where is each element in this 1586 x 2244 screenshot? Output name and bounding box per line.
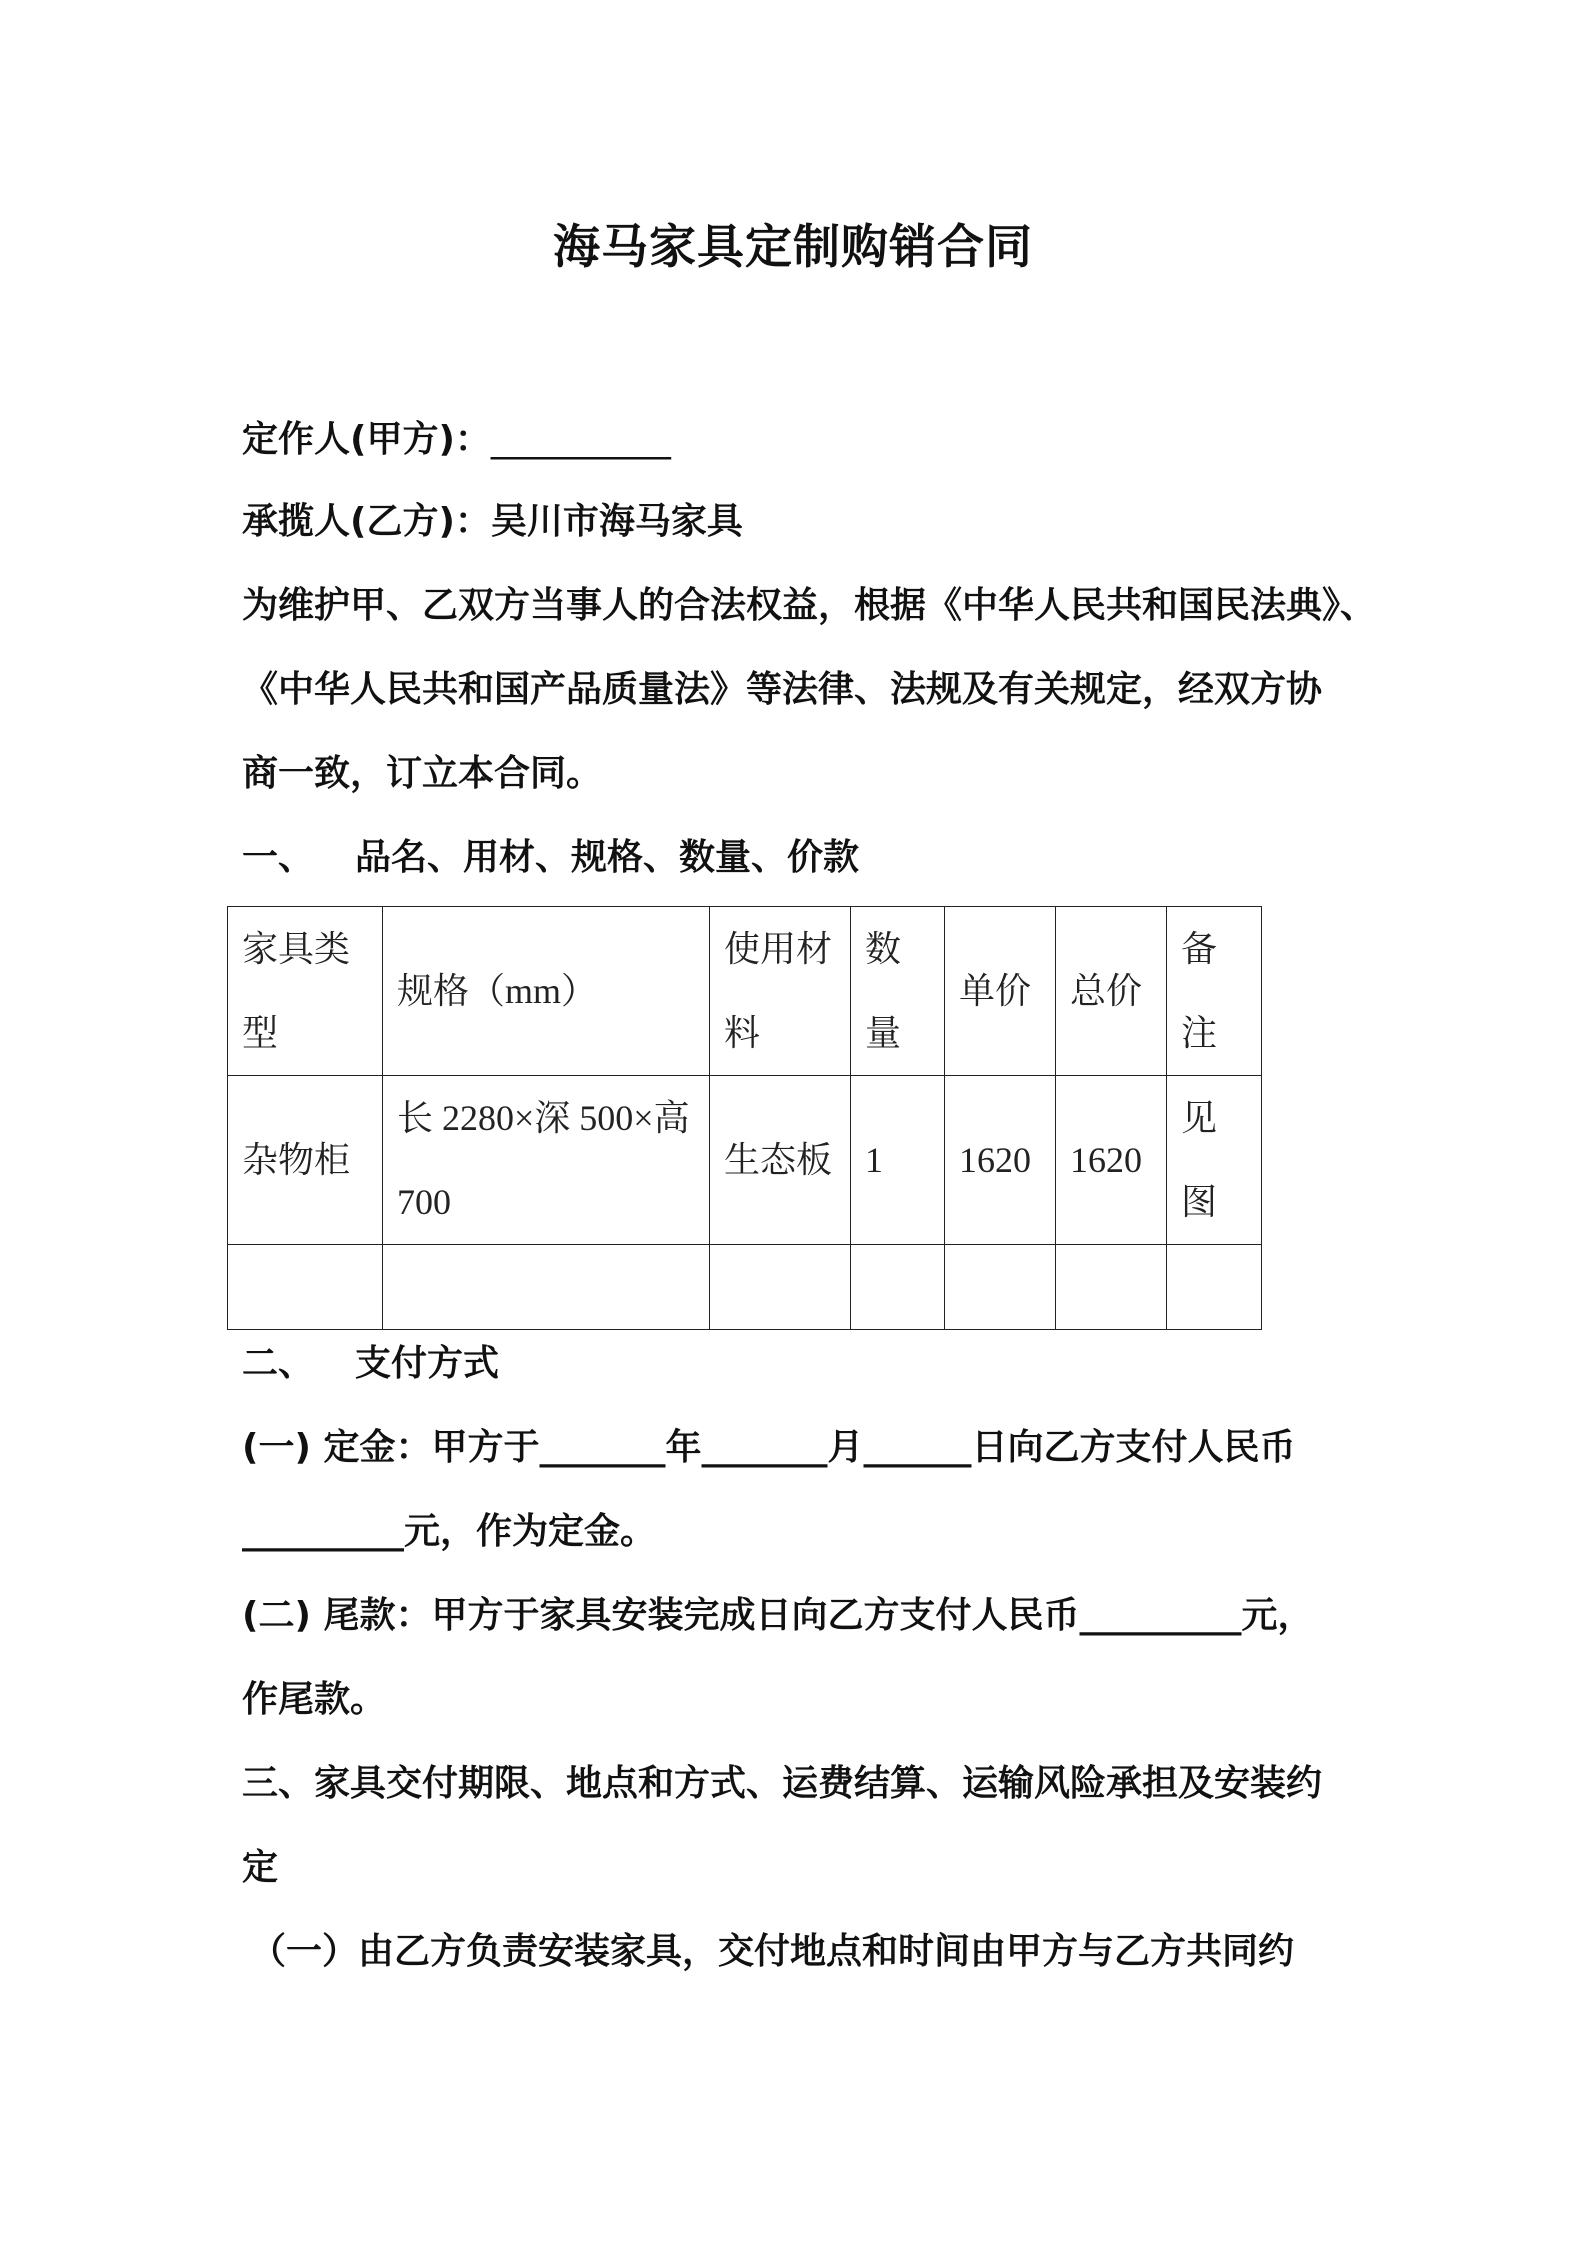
intro-line-2: 《中华人民共和国产品质量法》等法律、法规及有关规定，经双方协 — [242, 669, 1323, 710]
table-header-cell: 家具类型 — [228, 907, 383, 1076]
table-header-cell: 数量 — [851, 907, 945, 1076]
table-row — [228, 1076, 1262, 1245]
party-a-line — [242, 416, 671, 464]
table-cell — [383, 1245, 710, 1330]
section-1-heading — [242, 834, 859, 882]
section-2-heading — [242, 1340, 499, 1388]
table-cell: 长 2280×深 500×高 700 — [383, 1076, 710, 1245]
section-2-title: 支付方式 — [355, 1343, 500, 1384]
table-header-cell: 备注 — [1167, 907, 1262, 1076]
payment-line-3: (二) 尾款：甲方于家具安装完成日向乙方支付人民币_________元， — [242, 1595, 1314, 1636]
table-cell — [1167, 1245, 1262, 1330]
document-title: 海马家具定制购销合同 — [553, 220, 1033, 275]
table-cell: 1 — [851, 1076, 945, 1245]
table-cell — [710, 1245, 851, 1330]
party-a-value: __________ — [490, 419, 671, 460]
table-header-cell: 规格（mm） — [383, 907, 710, 1076]
party-b-line — [242, 498, 743, 546]
table-header-row — [228, 907, 1262, 1076]
table-cell: 生态板 — [710, 1076, 851, 1245]
payment-line-1: (一) 定金：甲方于_______年_______月______日向乙方支付人民币 — [242, 1427, 1296, 1468]
intro-line-3: 商一致，订立本合同。 — [242, 753, 603, 794]
section-1-title: 品名、用材、规格、数量、价款 — [355, 837, 860, 878]
table-header-cell: 使用材料 — [710, 907, 851, 1076]
section-3-heading-line-1: 三、家具交付期限、地点和方式、运费结算、运输风险承担及安装约 — [242, 1763, 1323, 1804]
section-3-item-1: （一）由乙方负责安装家具，交付地点和时间由甲方与乙方共同约 — [250, 1931, 1295, 1972]
table-cell: 1620 — [945, 1076, 1056, 1245]
table-cell — [228, 1245, 383, 1330]
table-cell: 杂物柜 — [228, 1076, 383, 1245]
section-2-number: 二、 — [242, 1343, 315, 1384]
party-b-label: 承揽人(乙方)： — [242, 501, 491, 542]
party-b-value: 吴川市海马家具 — [490, 501, 743, 542]
table-cell: 见图 — [1167, 1076, 1262, 1245]
table-cell — [945, 1245, 1056, 1330]
goods-table — [227, 906, 1262, 1330]
table-header-cell: 单价 — [945, 907, 1056, 1076]
party-a-label: 定作人(甲方)： — [242, 419, 491, 460]
table-row — [228, 1245, 1262, 1330]
table-cell — [851, 1245, 945, 1330]
table-cell: 1620 — [1056, 1076, 1167, 1245]
section-1-number: 一、 — [242, 837, 315, 878]
table-cell — [1056, 1245, 1167, 1330]
section-3-heading-line-2: 定 — [242, 1847, 279, 1888]
table-header-cell: 总价 — [1056, 907, 1167, 1076]
intro-line-1: 为维护甲、乙双方当事人的合法权益，根据《中华人民共和国民法典》、 — [242, 585, 1377, 626]
payment-line-2: _________元，作为定金。 — [242, 1511, 657, 1552]
payment-line-4: 作尾款。 — [242, 1679, 387, 1720]
